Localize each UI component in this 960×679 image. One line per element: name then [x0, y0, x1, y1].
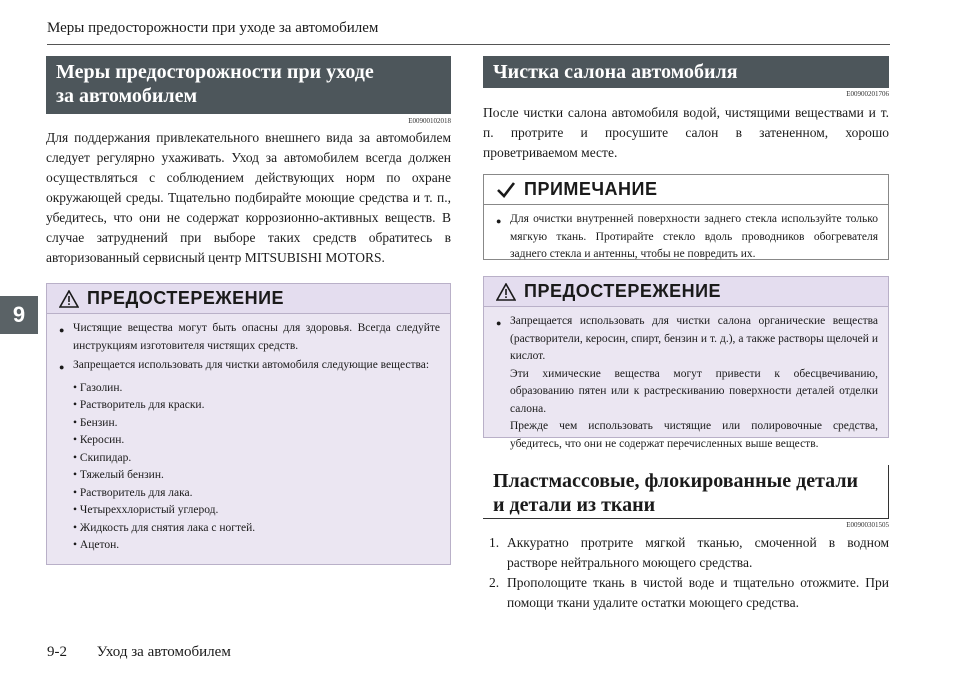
- heading-line-1: Пластмассовые, флокированные детали: [493, 470, 859, 492]
- section-code: E00900102018: [408, 117, 451, 125]
- substance-item: • Газолин.: [73, 381, 123, 394]
- warning-body: [47, 314, 450, 561]
- substance-item: • Жидкость для снятия лака с ногтей.: [73, 521, 256, 534]
- bullet-text: Запрещается использовать для чистки салона органические вещества (растворители, керосин, спирт, бензин и т. д.), а также растворы щелочей и кислот.: [510, 315, 878, 362]
- bullet-icon: ●: [496, 318, 502, 328]
- heading-line-2: и детали из ткани: [493, 494, 656, 516]
- substance-item: • Растворитель для лака.: [73, 486, 193, 499]
- step-text: Прополощите ткань в чистой воде и тщательно отожмите. При помощи ткани удалите остатки моющего средства.: [507, 575, 889, 610]
- warning-body: [484, 307, 888, 459]
- bullet-icon: ●: [496, 216, 502, 226]
- warning-paragraph: Прежде чем использовать чистящие или полировочные средства, убедитесь, что они не содержат перечисленных выше веществ.: [510, 420, 878, 450]
- substance-item: • Бензин.: [73, 416, 118, 429]
- warning-box-left: [46, 283, 451, 565]
- list-item: [496, 211, 878, 264]
- chapter-tab: 9: [0, 296, 38, 334]
- section-code: E00900201706: [846, 90, 889, 98]
- bullet-icon: ●: [59, 362, 65, 372]
- bullet-text: Чистящие вещества могут быть опасны для здоровья. Всегда следуйте инструкциям изготовителя чистящих средств.: [73, 322, 440, 352]
- bullet-icon: ●: [59, 325, 65, 335]
- warning-triangle-icon: [59, 290, 79, 308]
- list-item: [489, 573, 889, 613]
- page-number: 9-2: [47, 644, 67, 660]
- warning-header: [47, 284, 450, 314]
- substance-item: • Ацетон.: [73, 539, 120, 551]
- section-code: E00900301505: [846, 521, 889, 529]
- substance-item: • Керосин.: [73, 434, 125, 446]
- substance-item: • Скипидар.: [73, 451, 132, 464]
- substance-item: • Четыреххлористый углерод.: [73, 504, 219, 516]
- page-footer: [47, 644, 231, 661]
- warning-paragraph: Эти химические вещества могут привести к обесцвечиванию, образованию пятен или к растрескиванию поверхности деталей отделки салона.: [510, 367, 878, 415]
- interior-paragraph: После чистки салона автомобиля водой, чистящими веществами и т. п. протрите и просушите салон в затененном, хорошо проветриваемом месте.: [483, 105, 889, 160]
- warning-title: ПРЕДОСТЕРЕЖЕНИЕ: [524, 281, 722, 301]
- bullet-text: Запрещается использовать для чистки автомобиля следующие вещества:: [73, 359, 430, 371]
- footer-title: Уход за автомобилем: [96, 644, 231, 660]
- check-icon: [496, 181, 516, 199]
- warning-box-right: [483, 276, 889, 450]
- heading-text: Чистка салона автомобиля: [493, 61, 738, 83]
- substance-item: • Тяжелый бензин.: [73, 469, 164, 481]
- section-heading-plastic-parts: [483, 465, 889, 519]
- note-title: ПРИМЕЧАНИЕ: [524, 179, 658, 199]
- heading-line-1: Меры предосторожности при уходе: [56, 61, 374, 83]
- list-item: [59, 320, 440, 355]
- cleaning-steps: [489, 533, 889, 613]
- section-heading-interior-cleaning: [483, 56, 889, 88]
- note-header: [484, 175, 888, 205]
- note-body: [484, 205, 888, 270]
- intro-paragraph: Для поддержания привлекательного внешнего вида за автомобилем следует регулярно ухаживать. Уход за автомобилем всегда должен осуществляться с соблюдением действующих норм по охране окружающей среды. Тщательно подбирайте моющие средства и т. п., убедитесь, что они не содержат коррозионно-активных веществ. В случае затруднений при выборе таких средств обратитесь в авторизованный сервисный центр MITSUBISHI MOTORS.: [46, 130, 451, 265]
- page-header-title: Меры предосторожности при уходе за автомобилем: [47, 20, 379, 36]
- warning-header: [484, 277, 888, 307]
- warning-triangle-icon: [496, 283, 516, 301]
- step-text: Аккуратно протрите мягкой тканью, смоченной в водном растворе нейтрального моющего средства.: [507, 535, 889, 570]
- heading-line-2: за автомобилем: [56, 85, 198, 107]
- list-item: [489, 533, 889, 573]
- bullet-text: Для очистки внутренней поверхности заднего стекла используйте только мягкую ткань. Протирайте стекло вдоль проводников обогревателя заднего стекла и антенны, чтобы не повредить их.: [510, 213, 878, 260]
- warning-title: ПРЕДОСТЕРЕЖЕНИЕ: [87, 288, 285, 308]
- step-number: 1.: [489, 535, 500, 550]
- section-heading-precautions: [46, 56, 451, 114]
- note-box: [483, 174, 889, 260]
- substance-item: • Растворитель для краски.: [73, 399, 205, 411]
- step-number: 2.: [489, 575, 500, 590]
- list-item: [496, 313, 878, 366]
- list-item: [59, 357, 440, 377]
- header-rule: [47, 44, 890, 45]
